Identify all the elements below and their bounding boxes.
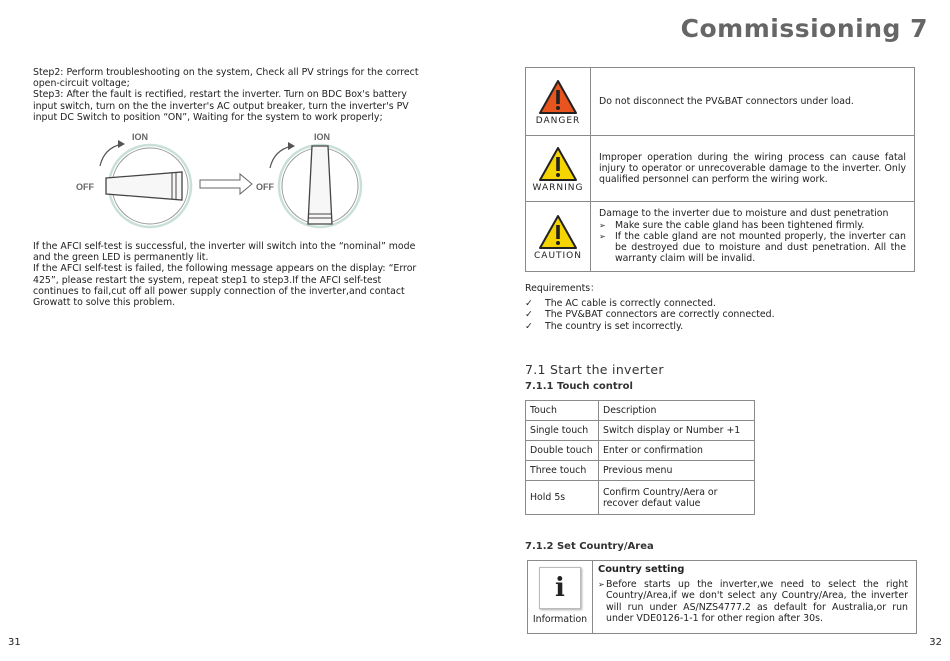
switch-on-state	[256, 132, 361, 227]
requirement-item-1: ✓ The AC cable is correctly connected.	[525, 298, 716, 310]
caution-label: CAUTION	[534, 251, 582, 261]
information-label: Information	[532, 614, 588, 625]
afci-result-text	[33, 241, 423, 308]
requirement-item-3: ✓ The country is set incorrectly.	[525, 320, 684, 332]
danger-row	[526, 68, 915, 136]
switch-off-label-1: OFF	[76, 182, 94, 192]
warning-row	[526, 136, 915, 202]
troubleshooting-steps	[33, 67, 423, 123]
requirement-item-2: ✓ The PV&BAT connectors are correctly connected.	[525, 309, 775, 321]
caution-message	[591, 202, 915, 272]
switch-on-label-1: ION	[132, 132, 149, 142]
table-header-cell: Touch	[526, 401, 599, 421]
danger-triangle-icon	[538, 79, 578, 115]
section-heading-7-1-2: 7.1.2 Set Country/Area	[525, 541, 654, 552]
danger-label: DANGER	[535, 116, 581, 126]
switch-off-state	[76, 132, 191, 227]
caution-triangle-icon	[538, 214, 578, 250]
information-box	[527, 560, 917, 634]
table-cell: Enter or confirmation	[599, 441, 755, 461]
danger-message: Do not disconnect the PV&BAT connectors under load.	[591, 68, 915, 136]
danger-icon-cell	[526, 68, 591, 136]
warning-message: Improper operation during the wiring process can cause fatal injury to operator or unrecoverable damage to the inverter. Only qualified personnel can perform the wiring work.	[591, 136, 915, 202]
country-setting-text: Before starts up the inverter,we need to select the right Country/Area,if we don't select any Country/Area, the inverter will run under AS/NZS4777.2 as default for Australia,or run under VDE0126-1-1 for other region after 30s.	[606, 579, 908, 624]
page-number-left: 31	[8, 637, 21, 648]
page-number-right: 32	[929, 637, 942, 648]
step3-text: Step3: After the fault is rectified, restart the inverter. Turn on BDC Box's battery input switch, turn on the the inverter's AC output breaker, turn the inverter's PV input DC Switch to position “ON”, Waiting for the system to work properly;	[33, 89, 409, 123]
table-header-cell: Description	[599, 401, 755, 421]
safety-signs-table	[525, 67, 915, 272]
table-cell: Single touch	[526, 421, 599, 441]
checkmark-icon: ✓	[525, 309, 533, 321]
table-row	[526, 421, 755, 441]
caution-icon-cell	[526, 202, 591, 272]
table-cell: Previous menu	[599, 461, 755, 481]
afci-fail-text: If the AFCI self-test is failed, the following message appears on the display: “Error 425”, please restart the system, repeat step1 to step3.If the AFCI self-test continues to fail,cut off all power supply connection of the inverter,and contact Growatt to solve this problem.	[33, 263, 417, 309]
switch-off-label-2: OFF	[256, 182, 274, 192]
warning-icon-cell	[526, 136, 591, 202]
information-icon-cell	[528, 561, 593, 633]
section-heading-7-1: 7.1 Start the inverter	[525, 362, 664, 377]
touch-control-table	[525, 400, 755, 515]
information-content	[598, 564, 908, 624]
table-row	[526, 441, 755, 461]
country-setting-heading: Country setting	[598, 564, 685, 575]
caution-row	[526, 202, 915, 272]
dc-switch-diagram	[70, 128, 370, 238]
caution-intro: Damage to the inverter due to moisture and dust penetration	[599, 208, 889, 220]
step2-text: Step2: Perform troubleshooting on the system, Check all PV strings for the correct open-circuit voltage;	[33, 67, 419, 90]
table-row	[526, 481, 755, 515]
arrow-bullet-icon: ➢	[599, 220, 606, 230]
warning-triangle-icon	[538, 146, 578, 182]
table-cell: Double touch	[526, 441, 599, 461]
caution-bullet-2: ➢ If the cable gland are not mounted properly, the inverter can be destroyed due to moisture and dust penetration. All the warranty claim will be invalid.	[599, 230, 906, 265]
checkmark-icon: ✓	[525, 320, 533, 332]
requirements-heading: Requirements：	[525, 283, 600, 294]
section-heading-7-1-1: 7.1.1 Touch control	[525, 381, 633, 392]
table-row	[526, 461, 755, 481]
switch-on-label-2: ION	[314, 132, 331, 142]
table-cell: Switch display or Number +1	[599, 421, 755, 441]
table-cell: Three touch	[526, 461, 599, 481]
chapter-title: Commissioning 7	[680, 14, 928, 43]
arrow-bullet-icon: ➢	[599, 231, 606, 241]
warning-label: WARNING	[532, 183, 584, 193]
arrow-bullet-icon: ➢	[598, 580, 605, 590]
afci-success-text: If the AFCI self-test is successful, the inverter will switch into the “nominal” mode and the green LED is permanently lit.	[33, 241, 416, 264]
info-icon: i	[539, 567, 581, 609]
checkmark-icon: ✓	[525, 298, 533, 310]
requirements-list	[525, 283, 905, 332]
table-header-row	[526, 401, 755, 421]
table-cell: Hold 5s	[526, 481, 599, 515]
table-cell: Confirm Country/Aera or recover defaut value	[599, 481, 755, 515]
caution-bullet-1: ➢ Make sure the cable gland has been tightened firmly.	[599, 219, 865, 231]
country-setting-bullet	[598, 579, 908, 624]
